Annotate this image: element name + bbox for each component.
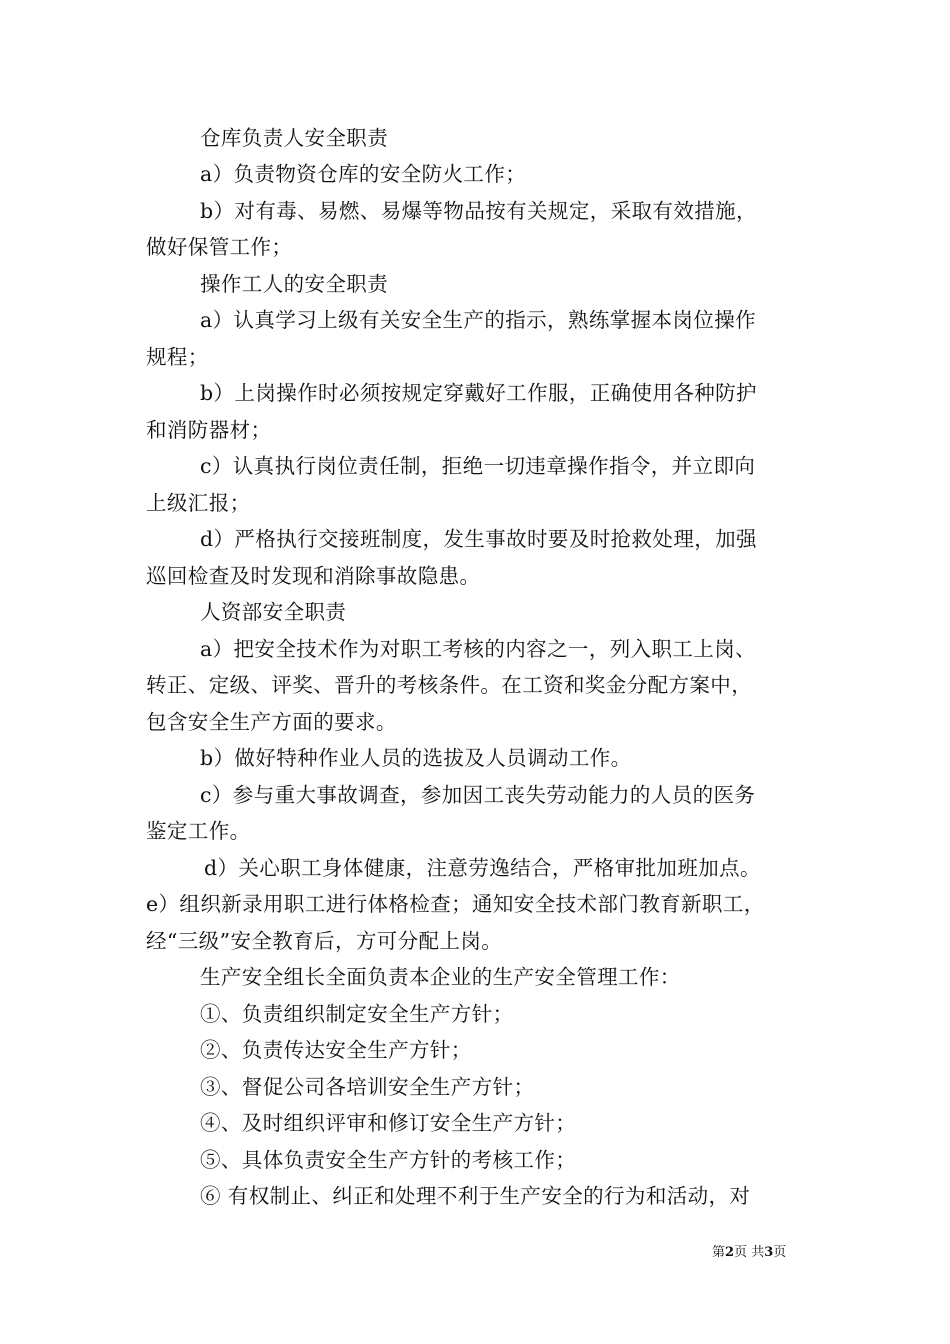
paragraph-line: 和消防器材； xyxy=(146,418,272,442)
paragraph-line: 转正、定级、评奖、晋升的考核条件。在工资和奖金分配方案中， xyxy=(146,673,753,697)
paragraph-line: a）认真学习上级有关安全生产的指示，熟练掌握本岗位操作 xyxy=(200,308,757,332)
footer-page-number: 2 xyxy=(725,1245,735,1260)
footer-middle: 页 共 xyxy=(734,1245,765,1260)
paragraph-line: c）认真执行岗位责任制，拒绝一切违章操作指令，并立即向 xyxy=(200,454,756,478)
paragraph-line: b）对有毒、易燃、易爆等物品按有关规定，采取有效措施， xyxy=(200,199,757,223)
paragraph-line: d）严格执行交接班制度，发生事故时要及时抢救处理，加强 xyxy=(200,527,757,551)
page-footer xyxy=(712,1244,786,1262)
paragraph-line: 鉴定工作。 xyxy=(146,819,251,843)
paragraph-line: 包含安全生产方面的要求。 xyxy=(146,710,397,734)
paragraph-line: d）关心职工身体健康，注意劳逸结合，严格审批加班加点。 xyxy=(204,856,761,880)
list-item: ⑥ 有权制止、纠正和处理不利于生产安全的行为和活动，对 xyxy=(200,1184,751,1208)
list-item: ③、督促公司各培训安全生产方针； xyxy=(200,1075,535,1099)
paragraph-line: e）组织新录用职工进行体格检查；通知安全技术部门教育新职工， xyxy=(146,892,765,916)
paragraph-line: c）参与重大事故调查，参加因工丧失劳动能力的人员的医务 xyxy=(200,783,756,807)
paragraph-line: a）把安全技术作为对职工考核的内容之一，列入职工上岗、 xyxy=(200,637,757,661)
paragraph-line: 上级汇报； xyxy=(146,491,251,515)
list-item: ①、负责组织制定安全生产方针； xyxy=(200,1002,514,1026)
paragraph-line: 经“三级”安全教育后，方可分配上岗。 xyxy=(146,929,503,953)
list-item: ②、负责传达安全生产方针； xyxy=(200,1038,472,1062)
heading-safety-leader: 生产安全组长全面负责本企业的生产安全管理工作： xyxy=(200,965,681,989)
list-item: ④、及时组织评审和修订安全生产方针； xyxy=(200,1111,577,1135)
footer-suffix: 页 xyxy=(773,1245,787,1260)
paragraph-line: a）负责物资仓库的安全防火工作； xyxy=(200,162,527,186)
paragraph-line: b）上岗操作时必须按规定穿戴好工作服，正确使用各种防护 xyxy=(200,381,757,405)
heading-warehouse-duties: 仓库负责人安全职责 xyxy=(200,126,389,150)
footer-prefix: 第 xyxy=(712,1245,726,1260)
heading-operator-duties: 操作工人的安全职责 xyxy=(200,272,389,296)
paragraph-line: 规程； xyxy=(146,345,209,369)
heading-hr-duties: 人资部安全职责 xyxy=(200,600,347,624)
list-item: ⑤、具体负责安全生产方针的考核工作； xyxy=(200,1148,577,1172)
paragraph-line: 巡回检查及时发现和消除事故隐患。 xyxy=(146,564,481,588)
footer-total-pages: 3 xyxy=(764,1245,774,1260)
paragraph-line: b）做好特种作业人员的选拔及人员调动工作。 xyxy=(200,746,632,770)
paragraph-line: 做好保管工作； xyxy=(146,235,293,259)
